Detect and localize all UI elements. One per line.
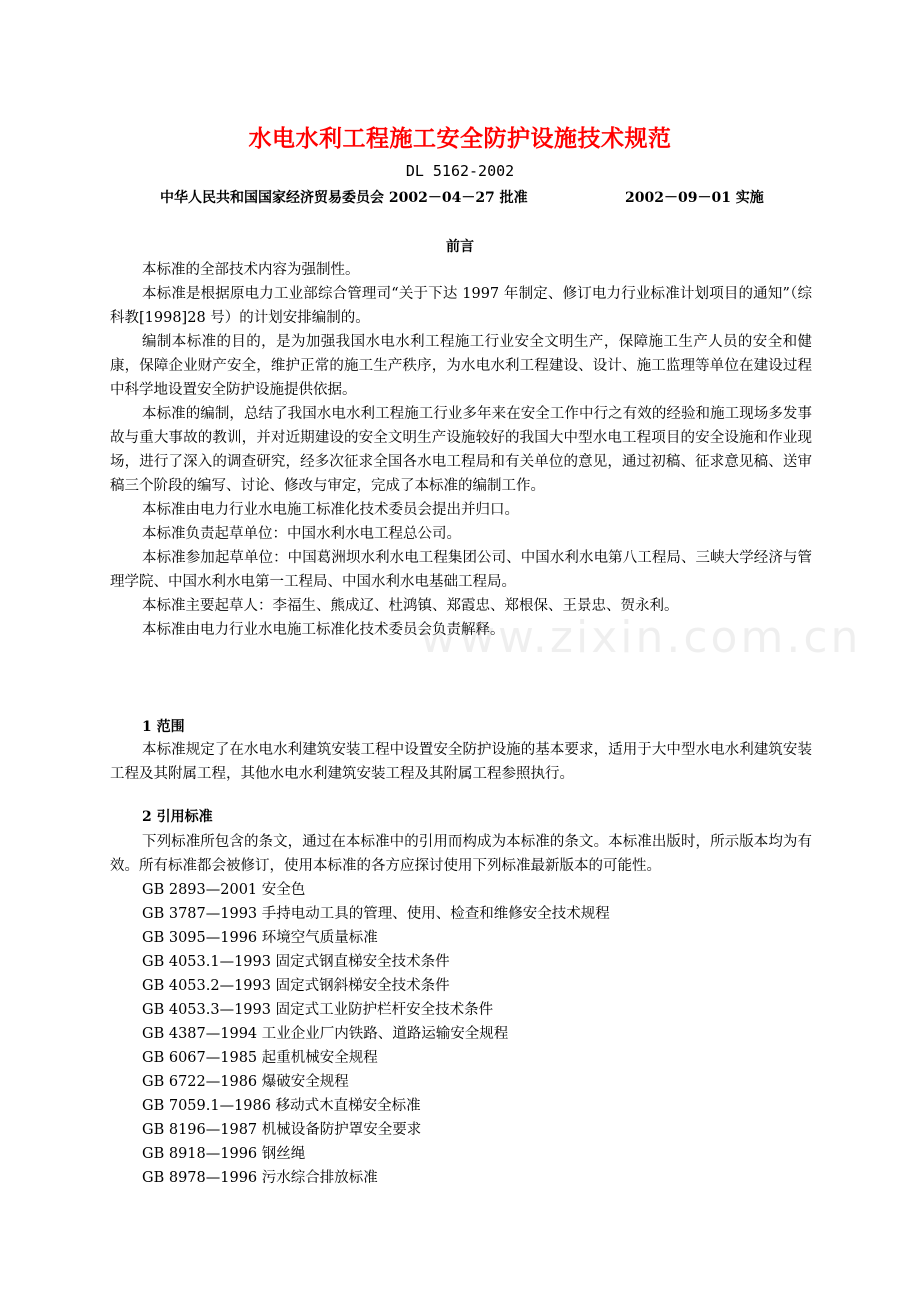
foreword-paragraph: 本标准是根据原电力工业部综合管理司“关于下达 1997 年制定、修订电力行业标准计划项目的通知”（综科教[1998]28 号）的计划安排编制的。 [110,286,812,326]
foreword-paragraph: 本标准的全部技术内容为强制性。 [142,262,360,278]
foreword-paragraph: 本标准主要起草人：李福生、熊成辽、杜鸿镇、郑霞忠、郑根保、王景忠、贺永利。 [142,598,679,614]
foreword-paragraph: 本标准由电力行业水电施工标准化技术委员会提出并归口。 [142,502,519,518]
foreword-paragraph: 本标准的编制，总结了我国水电水利工程施工行业多年来在安全工作中行之有效的经验和施工现场多发事故与重大事故的教训，并对近期建设的安全文明生产设施较好的我国大中型水电工程项目的安全设施和作业现场，进行了深入的调查研究，经多次征求全国各水电工程局和有关单位的意见，通过初稿、征求意见稿、送审稿三个阶段的编写、讨论、修改与审定，完成了本标准的编制工作。 [110,406,812,494]
watermark: www.zixin.com.cn [420,612,862,663]
reference-item: GB 4053.1—1993 固定式钢直梯安全技术条件 [142,954,450,970]
foreword-paragraph: 本标准参加起草单位：中国葛洲坝水利水电工程集团公司、中国水利水电第八工程局、三峡大学经济与管理学院、中国水利水电第一工程局、中国水利水电基础工程局。 [110,550,812,590]
approval-line: 中华人民共和国国家经济贸易委员会 2002－04－27 批准 [160,190,528,206]
reference-item: GB 6067—1985 起重机械安全规程 [142,1050,378,1066]
reference-item: GB 4053.2—1993 固定式钢斜梯安全技术条件 [142,978,450,994]
section-2-body [110,830,812,878]
foreword-paragraph: 本标准由电力行业水电施工标准化技术委员会负责解释。 [142,622,505,638]
reference-item: GB 3787—1993 手持电动工具的管理、使用、检查和维修安全技术规程 [142,906,610,922]
reference-item: GB 3095—1996 环境空气质量标准 [142,930,378,946]
reference-item: GB 7059.1—1986 移动式木直梯安全标准 [142,1098,421,1114]
section-2-paragraph: 下列标准所包含的条文，通过在本标准中的引用而构成为本标准的条文。本标准出版时，所示版本均为有效。所有标准都会被修订，使用本标准的各方应探讨使用下列标准最新版本的可能性。 [110,834,812,874]
section-1-heading: 1 范围 [142,719,185,735]
reference-item: GB 4387—1994 工业企业厂内铁路、道路运输安全规程 [142,1026,509,1042]
effective-date: 2002－09－01 实施 [625,190,764,206]
foreword-heading: 前言 [446,239,474,255]
section-1-paragraph: 本标准规定了在水电水利建筑安装工程中设置安全防护设施的基本要求，适用于大中型水电水利建筑安装工程及其附属工程，其他水电水利建筑安装工程及其附属工程参照执行。 [110,742,812,782]
reference-item: GB 8978—1996 污水综合排放标准 [142,1170,378,1186]
foreword-body [110,258,812,642]
reference-item: GB 6722—1986 爆破安全规程 [142,1074,349,1090]
reference-item: GB 2893—2001 安全色 [142,882,306,898]
section-1-body [110,738,812,786]
foreword-paragraph: 本标准负责起草单位：中国水利水电工程总公司。 [142,526,461,542]
reference-item: GB 8196—1987 机械设备防护罩安全要求 [142,1122,422,1138]
section-2-heading: 2 引用标准 [142,809,213,825]
reference-list [142,878,802,1190]
foreword-paragraph: 编制本标准的目的，是为加强我国水电水利工程施工行业安全文明生产，保障施工生产人员的安全和健康，保障企业财产安全，维护正常的施工生产秩序，为水电水利工程建设、设计、施工监理等单位在建设过程中科学地设置安全防护设施提供依据。 [110,334,812,398]
document-title: 水电水利工程施工安全防护设施技术规范 [248,125,672,152]
standard-code: DL 5162-2002 [405,162,515,180]
reference-item: GB 4053.3—1993 固定式工业防护栏杆安全技术条件 [142,1002,494,1018]
reference-item: GB 8918—1996 钢丝绳 [142,1146,306,1162]
